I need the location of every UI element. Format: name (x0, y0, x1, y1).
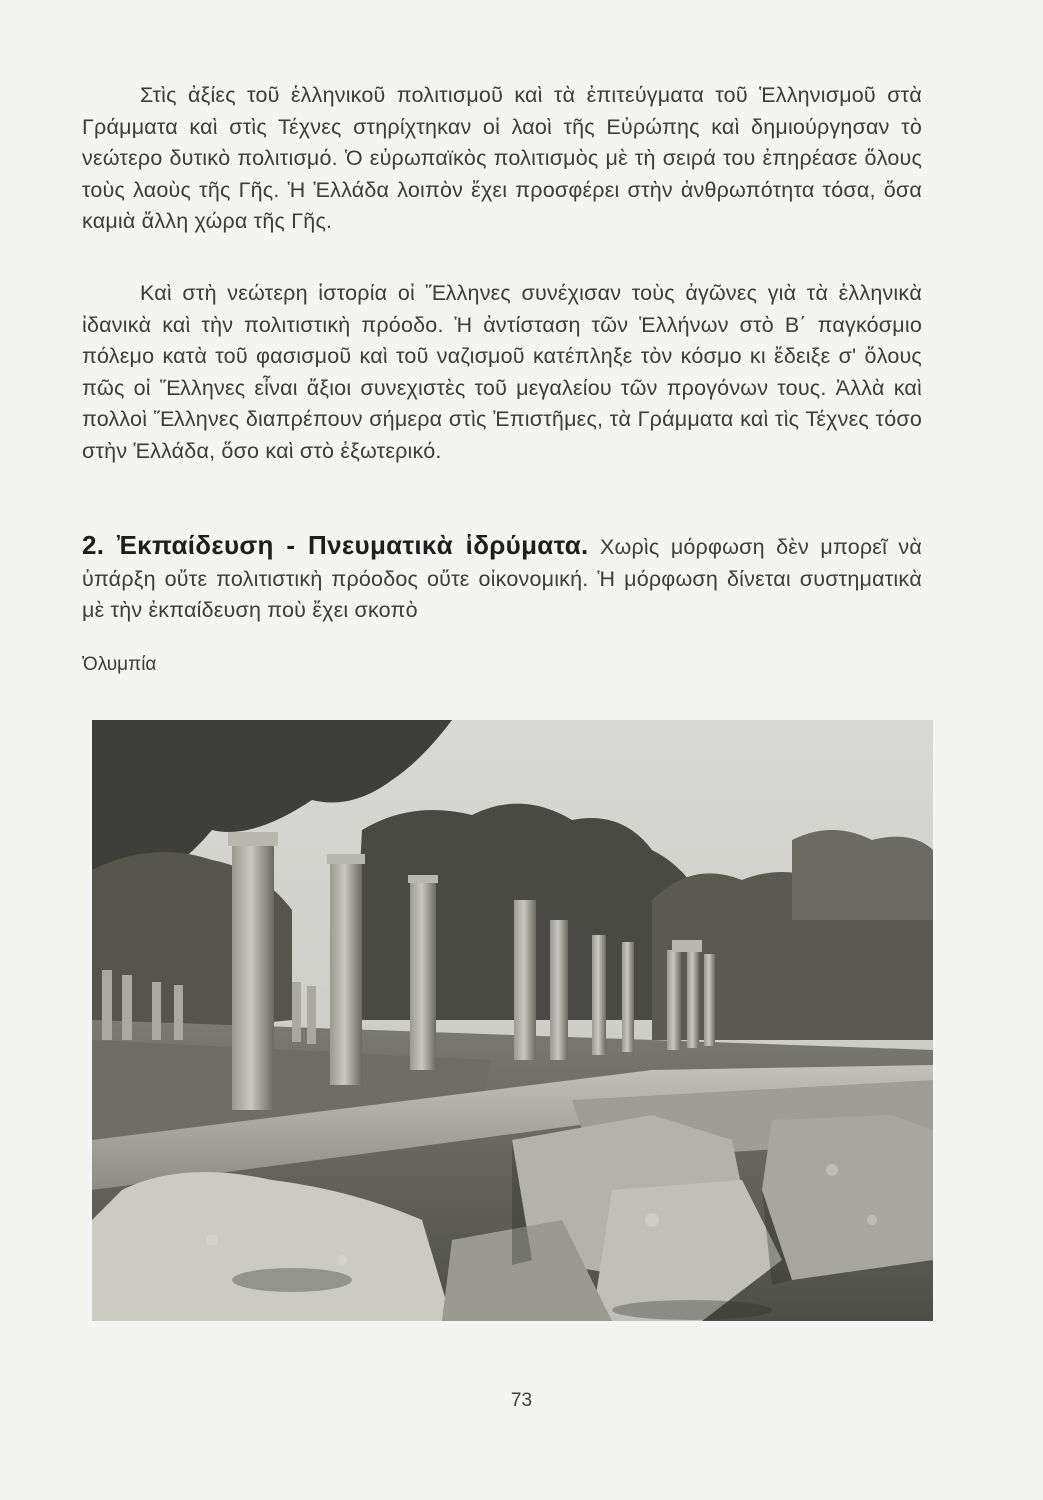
paragraph-1 (82, 80, 922, 238)
paragraph-2-text: Καὶ στὴ νεώτερη ἱστορία οἱ Ἕλληνες συνέχισαν τοὺς ἀγῶνες γιὰ τὰ ἑλληνικὰ ἰδανικὰ καὶ τὴν πολιτιστικὴ πρόοδο. Ἡ ἀντίσταση τῶν Ἑλλήνων στὸ Β΄ παγκόσμιο πόλεμο κατὰ τοῦ φασισμοῦ καὶ τοῦ ναζισμοῦ κατέπληξε τὸν κόσμο κι ἔδειξε σ' ὅλους πῶς οἱ Ἕλληνες εἶναι ἄξιοι συνεχιστὲς τοῦ μεγαλείου τῶν προγόνων τους. Ἀλλὰ καὶ πολλοὶ Ἕλληνες διαπρέπουν σήμερα στὶς Ἐπιστῆμες, τὰ Γράμματα καὶ τὶς Τέχνες τόσο στὴν Ἑλλάδα, ὅσο καὶ στὸ ἐξωτερικό. (82, 281, 922, 463)
photo-caption: Ὀλυμπία (82, 654, 157, 675)
section-education (82, 530, 922, 627)
section-text: Χωρὶς μόρφωση δὲν μπορεῖ νὰ ὑπάρξη οὔτε πολιτιστικὴ πρόοδος οὔτε οἰκονομική. Ἡ μόρφωση δίνεται συστηματικὰ μὲ τὴν ἐκπαίδευση ποὺ ἔχει σκοπὸ (82, 535, 922, 622)
section-heading: 2. Ἐκπαίδευση - Πνευματικὰ ἱδρύματα. (82, 530, 589, 560)
olympia-photo (92, 720, 933, 1321)
paragraph-2 (82, 278, 922, 467)
page-number: 73 (510, 1390, 533, 1411)
paragraph-1-text: Στὶς ἀξίες τοῦ ἑλληνικοῦ πολιτισμοῦ καὶ τὰ ἐπιτεύγματα τοῦ Ἑλληνισμοῦ στὰ Γράμματα καὶ στὶς Τέχνες στηρίχτηκαν οἱ λαοὶ τῆς Εὐρώπης καὶ δημιούργησαν τὸ νεώτερο δυτικὸ πολιτισμό. Ὁ εὐρωπαϊκὸς πολιτισμὸς μὲ τὴ σειρά του ἐπηρέασε ὅλους τοὺς λαοὺς τῆς Γῆς. Ἡ Ἑλλάδα λοιπὸν ἔχει προσφέρει στὴν ἀνθρωπότητα τόσα, ὅσα καμιὰ ἄλλη χώρα τῆς Γῆς. (82, 83, 922, 233)
